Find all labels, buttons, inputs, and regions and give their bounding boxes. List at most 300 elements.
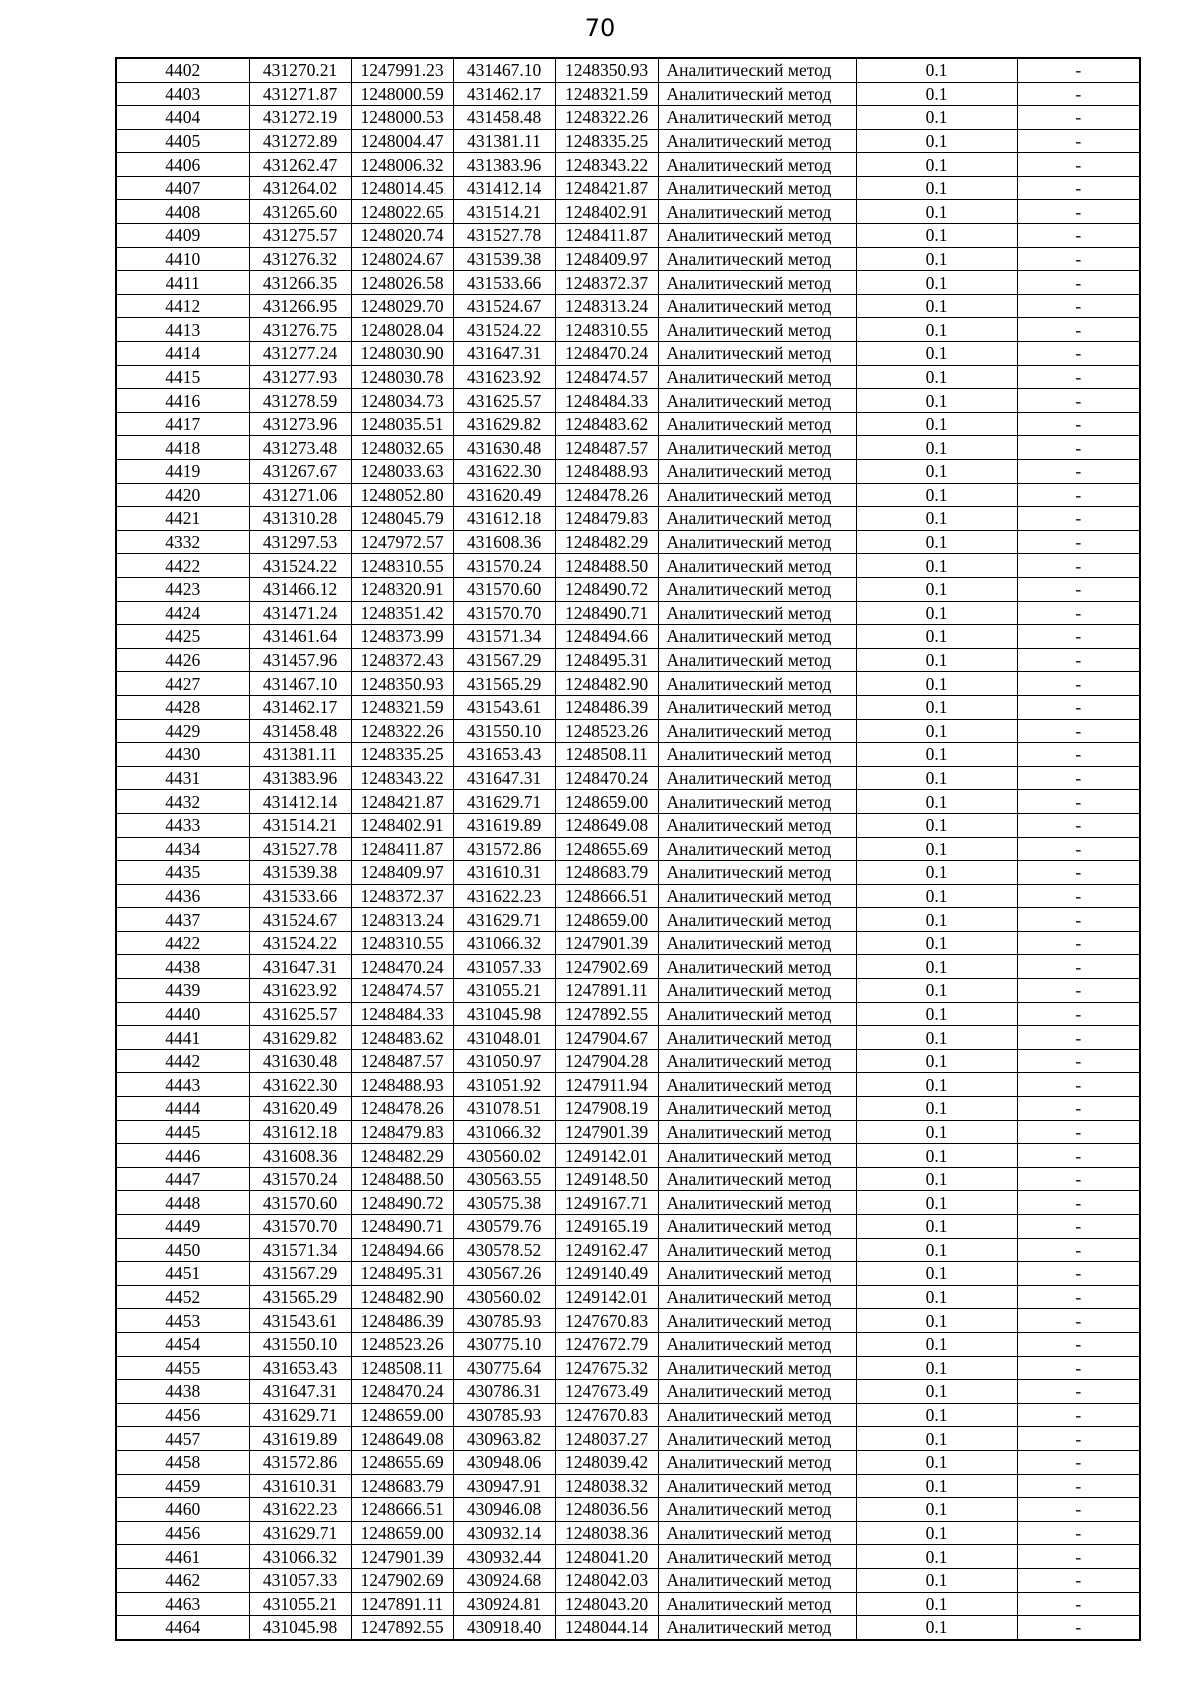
x2-cell: 430560.02: [453, 1285, 555, 1309]
table-row: [116, 1002, 1140, 1026]
x1-cell: 431572.86: [249, 1450, 351, 1474]
point-id-cell: 4403: [116, 82, 249, 106]
x1-cell: 431458.48: [249, 719, 351, 743]
point-id-cell: 4435: [116, 861, 249, 885]
y2-cell: 1248042.03: [555, 1568, 658, 1592]
accuracy-cell: 0.1: [856, 790, 1017, 814]
x2-cell: 430932.14: [453, 1521, 555, 1545]
point-id-cell: 4434: [116, 837, 249, 861]
point-id-cell: 4408: [116, 200, 249, 224]
note-cell: -: [1017, 1427, 1140, 1451]
accuracy-cell: 0.1: [856, 601, 1017, 625]
x2-cell: 430567.26: [453, 1262, 555, 1286]
method-cell: Аналитический метод: [658, 1498, 856, 1522]
note-cell: -: [1017, 1262, 1140, 1286]
point-id-cell: 4458: [116, 1450, 249, 1474]
note-cell: -: [1017, 1215, 1140, 1239]
x1-cell: 431533.66: [249, 884, 351, 908]
y1-cell: 1247891.11: [351, 1592, 453, 1616]
x2-cell: 430932.44: [453, 1545, 555, 1569]
y1-cell: 1248343.22: [351, 766, 453, 790]
point-id-cell: 4424: [116, 601, 249, 625]
x1-cell: 431524.22: [249, 931, 351, 955]
y1-cell: 1247991.23: [351, 58, 453, 82]
point-id-cell: 4413: [116, 318, 249, 342]
method-cell: Аналитический метод: [658, 1262, 856, 1286]
table-row: [116, 979, 1140, 1003]
x1-cell: 431622.23: [249, 1498, 351, 1522]
note-cell: -: [1017, 837, 1140, 861]
accuracy-cell: 0.1: [856, 577, 1017, 601]
x1-cell: 431620.49: [249, 1097, 351, 1121]
point-id-cell: 4409: [116, 224, 249, 248]
x2-cell: 431051.92: [453, 1073, 555, 1097]
y2-cell: 1248490.72: [555, 577, 658, 601]
x1-cell: 431278.59: [249, 389, 351, 413]
y2-cell: 1248479.83: [555, 507, 658, 531]
accuracy-cell: 0.1: [856, 200, 1017, 224]
y2-cell: 1247675.32: [555, 1356, 658, 1380]
y1-cell: 1248470.24: [351, 955, 453, 979]
y2-cell: 1248041.20: [555, 1545, 658, 1569]
x2-cell: 431048.01: [453, 1026, 555, 1050]
method-cell: Аналитический метод: [658, 625, 856, 649]
method-cell: Аналитический метод: [658, 601, 856, 625]
x2-cell: 431608.36: [453, 530, 555, 554]
y2-cell: 1248649.08: [555, 813, 658, 837]
note-cell: -: [1017, 1026, 1140, 1050]
x1-cell: 431630.48: [249, 1049, 351, 1073]
method-cell: Аналитический метод: [658, 106, 856, 130]
x1-cell: 431543.61: [249, 1309, 351, 1333]
table-row: [116, 955, 1140, 979]
method-cell: Аналитический метод: [658, 719, 856, 743]
table-row: [116, 58, 1140, 82]
y2-cell: 1248488.50: [555, 554, 658, 578]
table-row: [116, 1097, 1140, 1121]
point-id-cell: 4445: [116, 1120, 249, 1144]
table-row: [116, 1380, 1140, 1404]
y2-cell: 1248321.59: [555, 82, 658, 106]
x2-cell: 431653.43: [453, 743, 555, 767]
x1-cell: 431570.60: [249, 1191, 351, 1215]
accuracy-cell: 0.1: [856, 1616, 1017, 1640]
accuracy-cell: 0.1: [856, 318, 1017, 342]
note-cell: -: [1017, 129, 1140, 153]
y2-cell: 1247901.39: [555, 931, 658, 955]
table-row: [116, 483, 1140, 507]
x2-cell: 431629.71: [453, 790, 555, 814]
x1-cell: 431267.67: [249, 460, 351, 484]
y1-cell: 1248490.72: [351, 1191, 453, 1215]
point-id-cell: 4436: [116, 884, 249, 908]
x1-cell: 431612.18: [249, 1120, 351, 1144]
x1-cell: 431565.29: [249, 1285, 351, 1309]
note-cell: -: [1017, 1309, 1140, 1333]
method-cell: Аналитический метод: [658, 1097, 856, 1121]
y1-cell: 1248373.99: [351, 625, 453, 649]
table-row: [116, 1144, 1140, 1168]
method-cell: Аналитический метод: [658, 436, 856, 460]
y2-cell: 1248402.91: [555, 200, 658, 224]
accuracy-cell: 0.1: [856, 1097, 1017, 1121]
y1-cell: 1248490.71: [351, 1215, 453, 1239]
method-cell: Аналитический метод: [658, 294, 856, 318]
table-row: [116, 1403, 1140, 1427]
accuracy-cell: 0.1: [856, 1262, 1017, 1286]
y2-cell: 1248495.31: [555, 648, 658, 672]
x1-cell: 431272.19: [249, 106, 351, 130]
x1-cell: 431629.82: [249, 1026, 351, 1050]
y2-cell: 1248038.32: [555, 1474, 658, 1498]
table-row: [116, 695, 1140, 719]
x2-cell: 430786.31: [453, 1380, 555, 1404]
method-cell: Аналитический метод: [658, 1592, 856, 1616]
method-cell: Аналитический метод: [658, 837, 856, 861]
note-cell: -: [1017, 483, 1140, 507]
table-row: [116, 389, 1140, 413]
note-cell: -: [1017, 1592, 1140, 1616]
y1-cell: 1248028.04: [351, 318, 453, 342]
point-id-cell: 4428: [116, 695, 249, 719]
x2-cell: 430924.68: [453, 1568, 555, 1592]
x1-cell: 431570.24: [249, 1167, 351, 1191]
accuracy-cell: 0.1: [856, 1403, 1017, 1427]
accuracy-cell: 0.1: [856, 813, 1017, 837]
table-body: [116, 58, 1140, 1640]
y2-cell: 1249142.01: [555, 1144, 658, 1168]
accuracy-cell: 0.1: [856, 1450, 1017, 1474]
note-cell: -: [1017, 695, 1140, 719]
method-cell: Аналитический метод: [658, 931, 856, 955]
y1-cell: 1248523.26: [351, 1332, 453, 1356]
x1-cell: 431539.38: [249, 861, 351, 885]
y1-cell: 1248034.73: [351, 389, 453, 413]
note-cell: -: [1017, 766, 1140, 790]
y2-cell: 1248488.93: [555, 460, 658, 484]
accuracy-cell: 0.1: [856, 82, 1017, 106]
accuracy-cell: 0.1: [856, 224, 1017, 248]
y1-cell: 1248495.31: [351, 1262, 453, 1286]
table-row: [116, 1167, 1140, 1191]
x1-cell: 431265.60: [249, 200, 351, 224]
note-cell: -: [1017, 790, 1140, 814]
y2-cell: 1249162.47: [555, 1238, 658, 1262]
method-cell: Аналитический метод: [658, 554, 856, 578]
x1-cell: 431266.95: [249, 294, 351, 318]
point-id-cell: 4448: [116, 1191, 249, 1215]
x1-cell: 431273.48: [249, 436, 351, 460]
x2-cell: 431629.82: [453, 412, 555, 436]
y2-cell: 1247911.94: [555, 1073, 658, 1097]
table-row: [116, 1498, 1140, 1522]
y1-cell: 1248488.93: [351, 1073, 453, 1097]
x1-cell: 431524.22: [249, 554, 351, 578]
y1-cell: 1248474.57: [351, 979, 453, 1003]
y1-cell: 1248470.24: [351, 1380, 453, 1404]
point-id-cell: 4332: [116, 530, 249, 554]
x1-cell: 431276.75: [249, 318, 351, 342]
x2-cell: 431533.66: [453, 271, 555, 295]
x2-cell: 431458.48: [453, 106, 555, 130]
x2-cell: 431571.34: [453, 625, 555, 649]
x2-cell: 431462.17: [453, 82, 555, 106]
y1-cell: 1248052.80: [351, 483, 453, 507]
point-id-cell: 4460: [116, 1498, 249, 1522]
x1-cell: 431550.10: [249, 1332, 351, 1356]
accuracy-cell: 0.1: [856, 530, 1017, 554]
y2-cell: 1247670.83: [555, 1403, 658, 1427]
point-id-cell: 4441: [116, 1026, 249, 1050]
x1-cell: 431457.96: [249, 648, 351, 672]
point-id-cell: 4443: [116, 1073, 249, 1097]
method-cell: Аналитический метод: [658, 790, 856, 814]
table-row: [116, 1215, 1140, 1239]
table-row: [116, 1332, 1140, 1356]
y1-cell: 1248649.08: [351, 1427, 453, 1451]
note-cell: -: [1017, 1167, 1140, 1191]
x2-cell: 431567.29: [453, 648, 555, 672]
note-cell: -: [1017, 200, 1140, 224]
x1-cell: 431383.96: [249, 766, 351, 790]
point-id-cell: 4449: [116, 1215, 249, 1239]
x1-cell: 431625.57: [249, 1002, 351, 1026]
x1-cell: 431272.89: [249, 129, 351, 153]
point-id-cell: 4422: [116, 554, 249, 578]
x1-cell: 431264.02: [249, 176, 351, 200]
note-cell: -: [1017, 176, 1140, 200]
y2-cell: 1248310.55: [555, 318, 658, 342]
accuracy-cell: 0.1: [856, 1309, 1017, 1333]
accuracy-cell: 0.1: [856, 1002, 1017, 1026]
y2-cell: 1247891.11: [555, 979, 658, 1003]
method-cell: Аналитический метод: [658, 1191, 856, 1215]
table-row: [116, 460, 1140, 484]
x1-cell: 431057.33: [249, 1568, 351, 1592]
note-cell: -: [1017, 1403, 1140, 1427]
note-cell: -: [1017, 1450, 1140, 1474]
accuracy-cell: 0.1: [856, 1545, 1017, 1569]
x1-cell: 431623.92: [249, 979, 351, 1003]
y2-cell: 1248482.29: [555, 530, 658, 554]
accuracy-cell: 0.1: [856, 507, 1017, 531]
point-id-cell: 4419: [116, 460, 249, 484]
x1-cell: 431647.31: [249, 955, 351, 979]
y2-cell: 1248659.00: [555, 790, 658, 814]
point-id-cell: 4421: [116, 507, 249, 531]
method-cell: Аналитический метод: [658, 908, 856, 932]
y1-cell: 1248310.55: [351, 554, 453, 578]
accuracy-cell: 0.1: [856, 1144, 1017, 1168]
accuracy-cell: 0.1: [856, 648, 1017, 672]
accuracy-cell: 0.1: [856, 106, 1017, 130]
accuracy-cell: 0.1: [856, 1073, 1017, 1097]
table-row: [116, 577, 1140, 601]
x2-cell: 431524.67: [453, 294, 555, 318]
note-cell: -: [1017, 625, 1140, 649]
y2-cell: 1249167.71: [555, 1191, 658, 1215]
method-cell: Аналитический метод: [658, 530, 856, 554]
x2-cell: 431543.61: [453, 695, 555, 719]
point-id-cell: 4427: [116, 672, 249, 696]
point-id-cell: 4461: [116, 1545, 249, 1569]
y1-cell: 1247972.57: [351, 530, 453, 554]
accuracy-cell: 0.1: [856, 743, 1017, 767]
method-cell: Аналитический метод: [658, 412, 856, 436]
x2-cell: 431610.31: [453, 861, 555, 885]
accuracy-cell: 0.1: [856, 931, 1017, 955]
note-cell: -: [1017, 908, 1140, 932]
accuracy-cell: 0.1: [856, 412, 1017, 436]
y1-cell: 1248321.59: [351, 695, 453, 719]
y2-cell: 1248659.00: [555, 908, 658, 932]
x1-cell: 431276.32: [249, 247, 351, 271]
point-id-cell: 4402: [116, 58, 249, 82]
y1-cell: 1248482.90: [351, 1285, 453, 1309]
x2-cell: 431612.18: [453, 507, 555, 531]
accuracy-cell: 0.1: [856, 625, 1017, 649]
note-cell: -: [1017, 577, 1140, 601]
x2-cell: 431620.49: [453, 483, 555, 507]
method-cell: Аналитический метод: [658, 1380, 856, 1404]
x2-cell: 431514.21: [453, 200, 555, 224]
note-cell: -: [1017, 294, 1140, 318]
note-cell: -: [1017, 436, 1140, 460]
method-cell: Аналитический метод: [658, 1167, 856, 1191]
method-cell: Аналитический метод: [658, 1521, 856, 1545]
method-cell: Аналитический метод: [658, 507, 856, 531]
point-id-cell: 4457: [116, 1427, 249, 1451]
x1-cell: 431571.34: [249, 1238, 351, 1262]
note-cell: -: [1017, 743, 1140, 767]
y1-cell: 1248322.26: [351, 719, 453, 743]
y2-cell: 1247673.49: [555, 1380, 658, 1404]
y2-cell: 1249148.50: [555, 1167, 658, 1191]
y1-cell: 1248666.51: [351, 1498, 453, 1522]
x2-cell: 430947.91: [453, 1474, 555, 1498]
note-cell: -: [1017, 153, 1140, 177]
accuracy-cell: 0.1: [856, 1285, 1017, 1309]
method-cell: Аналитический метод: [658, 460, 856, 484]
x1-cell: 431277.24: [249, 342, 351, 366]
note-cell: -: [1017, 955, 1140, 979]
accuracy-cell: 0.1: [856, 436, 1017, 460]
method-cell: Аналитический метод: [658, 1309, 856, 1333]
x2-cell: 431622.23: [453, 884, 555, 908]
table-row: [116, 813, 1140, 837]
point-id-cell: 4440: [116, 1002, 249, 1026]
y2-cell: 1248470.24: [555, 342, 658, 366]
note-cell: -: [1017, 58, 1140, 82]
accuracy-cell: 0.1: [856, 389, 1017, 413]
x1-cell: 431271.87: [249, 82, 351, 106]
page-number: 70: [584, 14, 616, 42]
point-id-cell: 4464: [116, 1616, 249, 1640]
method-cell: Аналитический метод: [658, 1026, 856, 1050]
y1-cell: 1248350.93: [351, 672, 453, 696]
x2-cell: 431524.22: [453, 318, 555, 342]
note-cell: -: [1017, 1049, 1140, 1073]
point-id-cell: 4451: [116, 1262, 249, 1286]
table-row: [116, 1616, 1140, 1640]
y2-cell: 1248322.26: [555, 106, 658, 130]
table-row: [116, 82, 1140, 106]
method-cell: Аналитический метод: [658, 1403, 856, 1427]
table-row: [116, 1238, 1140, 1262]
y2-cell: 1248470.24: [555, 766, 658, 790]
method-cell: Аналитический метод: [658, 365, 856, 389]
method-cell: Аналитический метод: [658, 247, 856, 271]
table-row: [116, 908, 1140, 932]
method-cell: Аналитический метод: [658, 577, 856, 601]
table-row: [116, 1450, 1140, 1474]
x2-cell: 431623.92: [453, 365, 555, 389]
x2-cell: 430948.06: [453, 1450, 555, 1474]
method-cell: Аналитический метод: [658, 648, 856, 672]
note-cell: -: [1017, 1356, 1140, 1380]
coordinates-table: [115, 57, 1141, 1641]
note-cell: -: [1017, 1332, 1140, 1356]
y2-cell: 1247902.69: [555, 955, 658, 979]
y2-cell: 1248508.11: [555, 743, 658, 767]
method-cell: Аналитический метод: [658, 1238, 856, 1262]
y2-cell: 1248474.57: [555, 365, 658, 389]
table-row: [116, 294, 1140, 318]
table-row: [116, 719, 1140, 743]
method-cell: Аналитический метод: [658, 1450, 856, 1474]
method-cell: Аналитический метод: [658, 955, 856, 979]
x2-cell: 430575.38: [453, 1191, 555, 1215]
point-id-cell: 4433: [116, 813, 249, 837]
y2-cell: 1248039.42: [555, 1450, 658, 1474]
y1-cell: 1248655.69: [351, 1450, 453, 1474]
x1-cell: 431567.29: [249, 1262, 351, 1286]
note-cell: -: [1017, 1285, 1140, 1309]
point-id-cell: 4439: [116, 979, 249, 1003]
y2-cell: 1247904.28: [555, 1049, 658, 1073]
x2-cell: 431381.11: [453, 129, 555, 153]
point-id-cell: 4453: [116, 1309, 249, 1333]
table-row: [116, 436, 1140, 460]
x1-cell: 431273.96: [249, 412, 351, 436]
point-id-cell: 4422: [116, 931, 249, 955]
method-cell: Аналитический метод: [658, 200, 856, 224]
x2-cell: 430579.76: [453, 1215, 555, 1239]
point-id-cell: 4459: [116, 1474, 249, 1498]
method-cell: Аналитический метод: [658, 1002, 856, 1026]
x2-cell: 430775.10: [453, 1332, 555, 1356]
y1-cell: 1248335.25: [351, 743, 453, 767]
x1-cell: 431266.35: [249, 271, 351, 295]
note-cell: -: [1017, 1616, 1140, 1640]
table-row: [116, 271, 1140, 295]
point-id-cell: 4450: [116, 1238, 249, 1262]
x2-cell: 431055.21: [453, 979, 555, 1003]
note-cell: -: [1017, 271, 1140, 295]
method-cell: Аналитический метод: [658, 389, 856, 413]
y2-cell: 1248487.57: [555, 436, 658, 460]
y2-cell: 1248343.22: [555, 153, 658, 177]
point-id-cell: 4404: [116, 106, 249, 130]
x2-cell: 431045.98: [453, 1002, 555, 1026]
note-cell: -: [1017, 460, 1140, 484]
table-row: [116, 342, 1140, 366]
note-cell: -: [1017, 1545, 1140, 1569]
y1-cell: 1248421.87: [351, 790, 453, 814]
y1-cell: 1248482.29: [351, 1144, 453, 1168]
y1-cell: 1248478.26: [351, 1097, 453, 1121]
method-cell: Аналитический метод: [658, 318, 856, 342]
